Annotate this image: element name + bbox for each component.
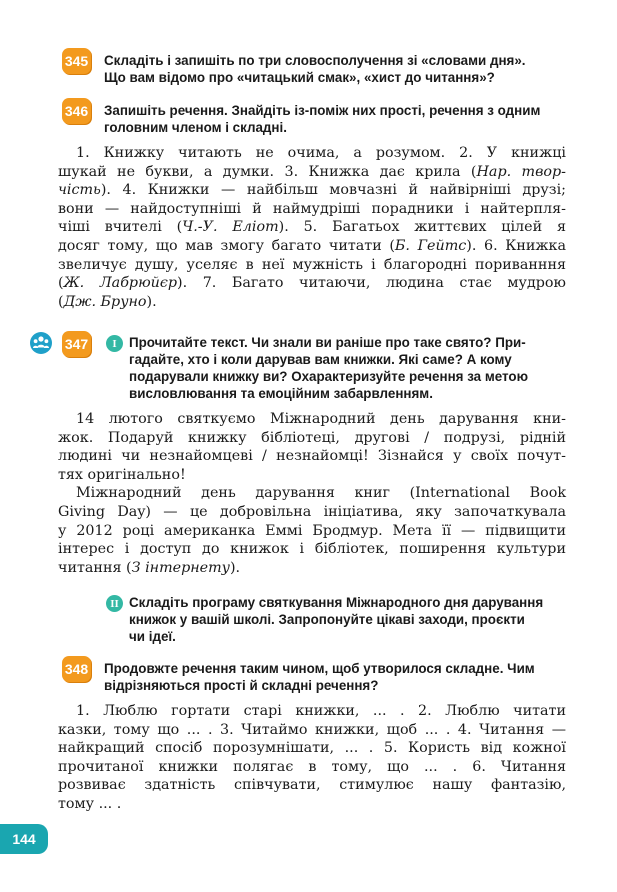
part-two-marker: II (106, 595, 123, 612)
task-line: Складіть програму святкування Міжнародного дня дарування (129, 595, 544, 610)
task-line: відрізняються прості й складні речення? (104, 678, 379, 693)
task-line: головним членом і складні. (104, 120, 287, 135)
text-line: 1. Люблю гортати старі книжки, ... . 2. Люблю читати (76, 703, 566, 719)
task-line: книжок у вашій школі. Запропонуйте цікаві заходи, проєкти (129, 612, 525, 627)
text-line: (Дж. Бруно). (58, 293, 157, 310)
task-line: висловлювання та емоційним забарвленням. (129, 386, 433, 401)
task-line: Продовжте речення таким чином, щоб утворилося складне. Чим (104, 661, 535, 676)
exercise-347-task-2 (129, 594, 574, 645)
exercise-348-badge: 348 (62, 656, 91, 682)
text-line: казки, тому що ... . 3. Читаймо книжки, щоб ... . 4. Читання — (58, 721, 566, 738)
exercise-346-task (104, 102, 574, 136)
text-line: чість). 4. Книжки — найбільш мовчазні й найвірніші друзі; (58, 182, 566, 199)
task-line: Що вам відомо про «читацький смак», «хист до читання»? (104, 70, 495, 85)
group-work-icon (30, 332, 52, 354)
text-line: читання (З інтернету). (58, 559, 241, 576)
text-line: розвиває здатність співчувати, стимулює нашу фантазію, (58, 777, 566, 794)
text-line: тому ... . (58, 795, 122, 812)
task-line: гадайте, хто і коли дарував вам книжки. Які саме? А кому (129, 352, 512, 367)
exercise-345-badge: 345 (62, 48, 91, 74)
exercise-345-task (104, 52, 574, 86)
part-one-marker: I (106, 335, 123, 352)
exercise-347-text (58, 410, 566, 577)
text-line: вони — найдоступніші й наймудріші порадники і найтерпля- (58, 200, 566, 217)
text-line: звеличує душу, уселяє в неї мужність і благородні пориванння (58, 256, 566, 273)
exercise-348-task (104, 660, 574, 694)
text-line: у 2012 році американка Еммі Бродмур. Мета її — підвищити (58, 522, 566, 539)
exercise-346-badge: 346 (62, 98, 91, 124)
exercise-346-text (58, 144, 566, 311)
task-line: Складіть і запишіть по три словосполучення зі «словами дня». (104, 53, 526, 68)
text-line: жок. Подаруй книжку бібліотеці, другові / подрузі, рідній (58, 429, 566, 446)
page-number: 144 (0, 824, 48, 854)
text-line: найкращий спосіб порозумнішати, ... . 5. Користь від кожної (58, 740, 566, 757)
exercise-347-task (129, 334, 574, 402)
text-line: 1. Книжку читають не очима, а розумом. 2. У книжці (76, 145, 566, 161)
task-line: подарували книжку ви? Охарактеризуйте речення за метою (129, 369, 529, 384)
exercise-347-badge: 347 (62, 331, 91, 357)
text-line: шукай не букви, а думки. 3. Книжка дає крила (Нар. твор- (58, 163, 566, 180)
text-line: чіші вчителі (Ч.-У. Еліот). 5. Багатьох життєвих цілей я (58, 219, 566, 236)
text-line: 14 лютого святкуємо Міжнародний день дарування кни- (76, 411, 566, 427)
text-line: досяг тому, що мав змогу багато читати (Б. Гейтс). 6. Книжка (58, 237, 566, 254)
task-line: чи ідеї. (129, 629, 176, 644)
text-line: (Ж. Лабрюйєр). 7. Багато читаючи, людина стає мудрою (58, 275, 566, 292)
text-line: тях оригінально! (58, 466, 186, 483)
text-line: Міжнародний день дарування книг (International Book (76, 485, 566, 502)
task-line: Прочитайте текст. Чи знали ви раніше про таке свято? При- (129, 335, 526, 350)
text-line: Giving Day) — це добровільна ініціатива, яку започаткувала (58, 503, 566, 520)
task-line: Запишіть речення. Знайдіть із-поміж них прості, речення з одним (104, 103, 541, 118)
text-line: прочитаної книжки полягає в тому, що ... . 6. Читання (58, 758, 566, 775)
text-line: людині чи незнайомцеві / незнайомці! Зізнайся у своїх почут- (58, 448, 566, 465)
exercise-348-text (58, 702, 566, 814)
text-line: інтерес і доступ до книжок і бібліотек, поширення культури (58, 541, 566, 558)
